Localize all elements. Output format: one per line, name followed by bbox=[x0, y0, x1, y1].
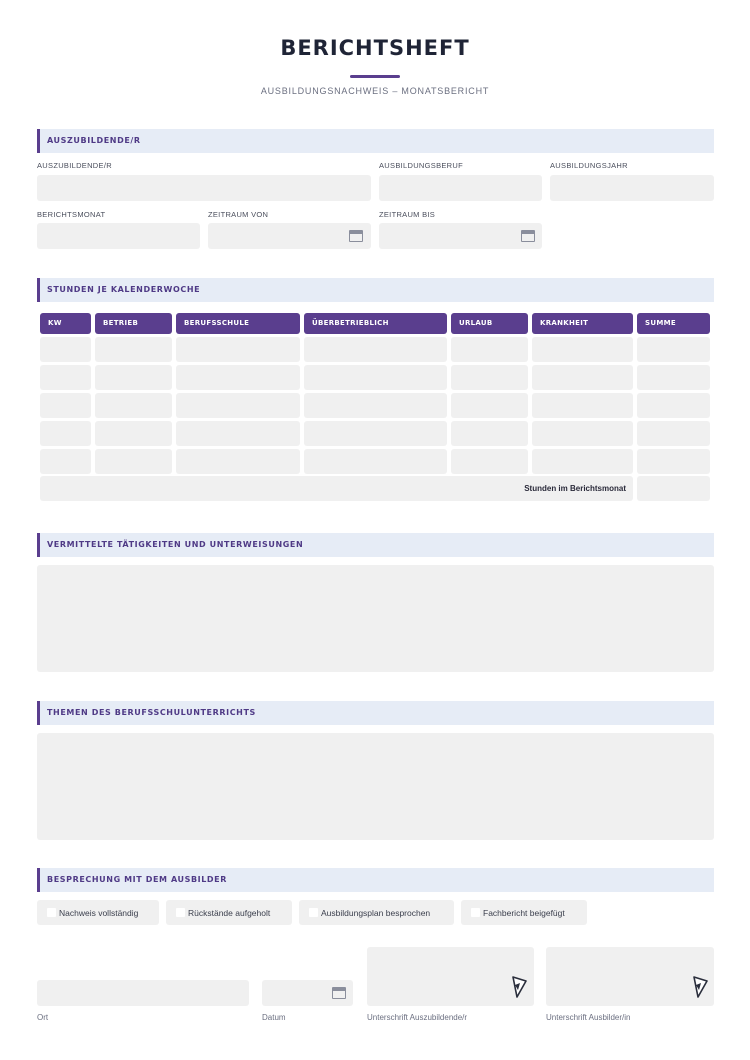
page-title: BERICHTSHEFT bbox=[280, 36, 470, 60]
training-year-label: AUSBILDUNGSJAHR bbox=[550, 161, 628, 170]
table-cell-urlaub[interactable] bbox=[451, 421, 528, 446]
checkbox-nachweis-vollstaendig[interactable] bbox=[37, 900, 159, 925]
table-cell-kw[interactable] bbox=[40, 449, 91, 474]
table-cell-berufsschule[interactable] bbox=[176, 337, 300, 362]
profession-label: AUSBILDUNGSBERUF bbox=[379, 161, 463, 170]
table-cell-ueberbetrieblich[interactable] bbox=[304, 393, 447, 418]
trainee-signature-field[interactable] bbox=[367, 947, 534, 1006]
column-header-ueberbetrieblich: ÜBERBETRIEBLICH bbox=[304, 313, 447, 334]
column-header-berufsschule: BERUFSSCHULE bbox=[176, 313, 300, 334]
section-title: BESPRECHUNG MIT DEM AUSBILDER bbox=[47, 875, 227, 884]
table-cell-summe[interactable] bbox=[637, 393, 710, 418]
table-cell-berufsschule[interactable] bbox=[176, 449, 300, 474]
month-total-label: Stunden im Berichtsmonat bbox=[524, 484, 626, 493]
section-title: THEMEN DES BERUFSSCHULUNTERRICHTS bbox=[47, 708, 256, 717]
page-subtitle: AUSBILDUNGSNACHWEIS – MONATSBERICHT bbox=[260, 86, 490, 96]
table-cell-ueberbetrieblich[interactable] bbox=[304, 449, 447, 474]
trainee-name-field[interactable] bbox=[37, 175, 371, 201]
table-cell-kw[interactable] bbox=[40, 421, 91, 446]
period-from-field[interactable] bbox=[208, 223, 371, 249]
table-cell-betrieb[interactable] bbox=[95, 449, 172, 474]
section-header-meeting bbox=[37, 868, 714, 892]
table-cell-berufsschule[interactable] bbox=[176, 365, 300, 390]
table-cell-betrieb[interactable] bbox=[95, 421, 172, 446]
checkbox-label: Fachbericht beigefügt bbox=[483, 908, 565, 918]
table-cell-ueberbetrieblich[interactable] bbox=[304, 337, 447, 362]
report-month-field[interactable] bbox=[37, 223, 200, 249]
table-cell-krankheit[interactable] bbox=[532, 337, 633, 362]
date-field[interactable] bbox=[262, 980, 353, 1006]
table-cell-urlaub[interactable] bbox=[451, 337, 528, 362]
table-cell-krankheit[interactable] bbox=[532, 393, 633, 418]
table-cell-krankheit[interactable] bbox=[532, 449, 633, 474]
month-total-label-cell bbox=[40, 476, 633, 501]
trainee-signature-label: Unterschrift Auszubildende/r bbox=[367, 1013, 468, 1022]
checkbox-label: Ausbildungsplan besprochen bbox=[321, 908, 431, 918]
column-header-summe: SUMME bbox=[637, 313, 710, 334]
table-cell-betrieb[interactable] bbox=[95, 337, 172, 362]
table-cell-kw[interactable] bbox=[40, 365, 91, 390]
section-title: VERMITTELTE TÄTIGKEITEN UND UNTERWEISUNGEN bbox=[47, 540, 304, 549]
month-total-field[interactable] bbox=[637, 476, 710, 501]
checkbox-box[interactable] bbox=[471, 908, 480, 917]
place-label: Ort bbox=[37, 1013, 49, 1022]
table-cell-kw[interactable] bbox=[40, 393, 91, 418]
date-label: Datum bbox=[262, 1013, 286, 1022]
table-cell-ueberbetrieblich[interactable] bbox=[304, 365, 447, 390]
table-cell-betrieb[interactable] bbox=[95, 365, 172, 390]
column-header-urlaub: URLAUB bbox=[451, 313, 528, 334]
report-month-label: BERICHTSMONAT bbox=[37, 210, 106, 219]
table-cell-summe[interactable] bbox=[637, 365, 710, 390]
checkbox-box[interactable] bbox=[309, 908, 318, 917]
calendar-icon[interactable] bbox=[521, 230, 535, 242]
period-to-field[interactable] bbox=[379, 223, 542, 249]
checkbox-label: Rückstände aufgeholt bbox=[188, 908, 271, 918]
table-cell-berufsschule[interactable] bbox=[176, 393, 300, 418]
section-header-activities bbox=[37, 533, 714, 557]
school-topics-textarea[interactable] bbox=[37, 733, 714, 840]
column-header-kw: KW bbox=[40, 313, 91, 334]
profession-field[interactable] bbox=[379, 175, 542, 201]
table-cell-krankheit[interactable] bbox=[532, 421, 633, 446]
training-year-field[interactable] bbox=[550, 175, 714, 201]
checkbox-box[interactable] bbox=[176, 908, 185, 917]
checkbox-rueckstaende-aufgeholt[interactable] bbox=[166, 900, 292, 925]
period-to-label: ZEITRAUM BIS bbox=[379, 210, 436, 219]
section-header-trainee bbox=[37, 129, 714, 153]
table-cell-berufsschule[interactable] bbox=[176, 421, 300, 446]
pen-icon bbox=[692, 976, 708, 998]
period-from-label: ZEITRAUM VON bbox=[208, 210, 269, 219]
table-cell-krankheit[interactable] bbox=[532, 365, 633, 390]
trainee-name-label: AUSZUBILDENDE/R bbox=[37, 161, 112, 170]
section-header-school bbox=[37, 701, 714, 725]
calendar-icon[interactable] bbox=[332, 987, 346, 999]
activities-textarea[interactable] bbox=[37, 565, 714, 672]
column-header-betrieb: BETRIEB bbox=[95, 313, 172, 334]
checkbox-box[interactable] bbox=[47, 908, 56, 917]
trainer-signature-label: Unterschrift Ausbilder/in bbox=[546, 1013, 631, 1022]
section-title: AUSZUBILDENDE/R bbox=[47, 136, 141, 145]
table-cell-ueberbetrieblich[interactable] bbox=[304, 421, 447, 446]
column-header-krankheit: KRANKHEIT bbox=[532, 313, 633, 334]
checkbox-ausbildungsplan-besprochen[interactable] bbox=[299, 900, 454, 925]
title-underline bbox=[350, 75, 400, 78]
checkbox-fachbericht-beigefuegt[interactable] bbox=[461, 900, 587, 925]
table-cell-urlaub[interactable] bbox=[451, 365, 528, 390]
table-cell-betrieb[interactable] bbox=[95, 393, 172, 418]
table-cell-urlaub[interactable] bbox=[451, 393, 528, 418]
table-cell-summe[interactable] bbox=[637, 337, 710, 362]
table-cell-summe[interactable] bbox=[637, 449, 710, 474]
table-cell-urlaub[interactable] bbox=[451, 449, 528, 474]
trainer-signature-field[interactable] bbox=[546, 947, 714, 1006]
checkbox-label: Nachweis vollständig bbox=[59, 908, 139, 918]
place-field[interactable] bbox=[37, 980, 249, 1006]
pen-icon bbox=[511, 976, 527, 998]
calendar-icon[interactable] bbox=[349, 230, 363, 242]
section-title: STUNDEN JE KALENDERWOCHE bbox=[47, 285, 201, 294]
table-cell-kw[interactable] bbox=[40, 337, 91, 362]
section-header-hours bbox=[37, 278, 714, 302]
table-cell-summe[interactable] bbox=[637, 421, 710, 446]
